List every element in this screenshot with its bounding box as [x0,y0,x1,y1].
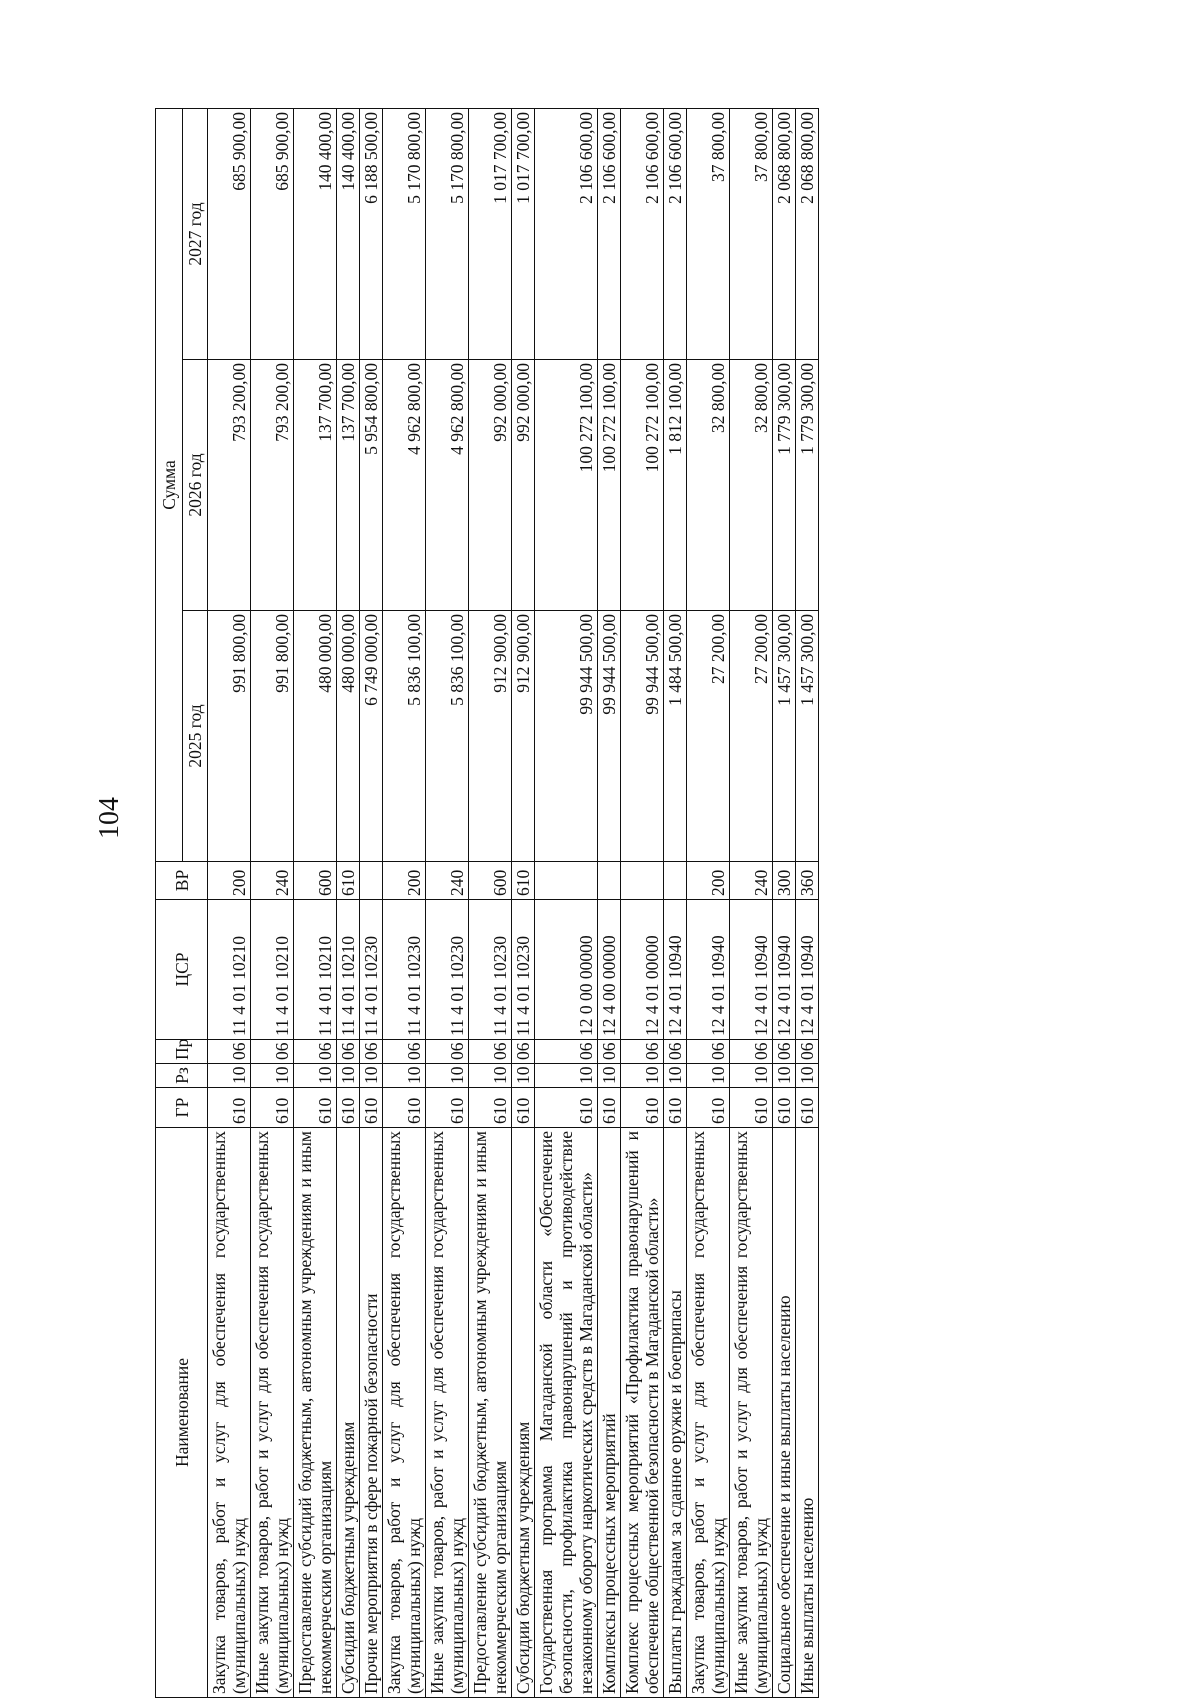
row-name: Выплаты гражданам за сданное оружие и боеприпасы [664,1128,687,1698]
row-vr: 200 [687,862,730,900]
row-amount-2026: 32 800,00 [687,360,730,611]
row-amount-2026: 992 000,00 [469,360,512,611]
row-pr: 06 [730,1040,773,1064]
row-amount-2026: 992 000,00 [512,360,535,611]
row-csr: 11 4 01 10210 [294,900,337,1040]
row-amount-2027: 1 017 700,00 [469,108,512,359]
row-rz: 10 [469,1064,512,1088]
table-row [426,108,469,1697]
row-name: Комплекс процессных мероприятий «Профилактика правонарушений и обеспечение общественной безопасности в Магаданской области» [621,1128,664,1698]
row-gr: 610 [469,1088,512,1128]
header-rz: Рз [156,1064,208,1088]
row-vr: 300 [773,862,796,900]
table-row [687,108,730,1697]
row-amount-2027: 5 170 800,00 [426,108,469,359]
table-row [796,108,819,1697]
row-name: Иные выплаты населению [796,1128,819,1698]
row-vr [598,862,621,900]
row-pr: 06 [535,1040,598,1064]
row-pr: 06 [426,1040,469,1064]
row-amount-2027: 37 800,00 [730,108,773,359]
row-csr: 11 4 01 10210 [337,900,360,1040]
row-amount-2027: 2 106 600,00 [535,108,598,359]
row-pr: 06 [383,1040,426,1064]
row-amount-2026: 1 779 300,00 [796,360,819,611]
row-csr: 11 4 01 10230 [512,900,535,1040]
row-amount-2027: 2 106 600,00 [598,108,621,359]
row-gr: 610 [512,1088,535,1128]
row-name: Предоставление субсидий бюджетным, автономным учреждениям и иным некоммерческим организациям [469,1128,512,1698]
row-amount-2026: 1 779 300,00 [773,360,796,611]
table-row [598,108,621,1697]
row-amount-2027: 2 106 600,00 [664,108,687,359]
row-gr: 610 [208,1088,251,1128]
row-rz: 10 [598,1064,621,1088]
row-gr: 610 [773,1088,796,1128]
row-csr: 12 4 01 10940 [773,900,796,1040]
table-row [337,108,360,1697]
row-csr: 11 4 01 10230 [469,900,512,1040]
header-year-2026: 2026 год [183,360,208,611]
row-gr: 610 [796,1088,819,1128]
row-amount-2025: 27 200,00 [730,611,773,862]
table-row [294,108,337,1697]
row-rz: 10 [664,1064,687,1088]
row-amount-2026: 4 962 800,00 [383,360,426,611]
row-vr: 240 [426,862,469,900]
row-pr: 06 [664,1040,687,1064]
table-row [535,108,598,1697]
budget-table-container [155,108,1055,1698]
row-vr: 200 [208,862,251,900]
row-amount-2026: 100 272 100,00 [535,360,598,611]
row-rz: 10 [535,1064,598,1088]
header-pr: Пр [156,1040,208,1064]
row-rz: 10 [383,1064,426,1088]
table-body [208,108,819,1697]
row-vr: 610 [337,862,360,900]
row-csr: 11 4 01 10210 [208,900,251,1040]
table-row [360,108,383,1697]
row-gr: 610 [730,1088,773,1128]
row-rz: 10 [796,1064,819,1088]
row-pr: 06 [687,1040,730,1064]
table-row [469,108,512,1697]
row-name: Субсидии бюджетным учреждениям [512,1128,535,1698]
row-amount-2025: 99 944 500,00 [598,611,621,862]
row-pr: 06 [598,1040,621,1064]
row-vr: 600 [294,862,337,900]
budget-table [155,108,819,1698]
row-rz: 10 [251,1064,294,1088]
row-name: Иные закупки товаров, работ и услуг для обеспечения государственных (муниципальных) нужд [251,1128,294,1698]
row-amount-2025: 480 000,00 [294,611,337,862]
row-rz: 10 [687,1064,730,1088]
row-gr: 610 [383,1088,426,1128]
row-gr: 610 [337,1088,360,1128]
row-amount-2027: 1 017 700,00 [512,108,535,359]
page-number: 104 [94,797,125,839]
row-amount-2027: 685 900,00 [208,108,251,359]
row-amount-2027: 2 068 800,00 [796,108,819,359]
header-vr: ВР [156,862,208,900]
header-year-2025: 2025 год [183,611,208,862]
row-rz: 10 [773,1064,796,1088]
row-rz: 10 [426,1064,469,1088]
row-vr [664,862,687,900]
row-csr: 12 4 01 00000 [621,900,664,1040]
table-row [664,108,687,1697]
row-rz: 10 [294,1064,337,1088]
row-vr: 240 [730,862,773,900]
row-vr: 360 [796,862,819,900]
row-vr: 240 [251,862,294,900]
row-vr: 200 [383,862,426,900]
table-row [251,108,294,1697]
row-rz: 10 [512,1064,535,1088]
row-vr: 600 [469,862,512,900]
table-row [773,108,796,1697]
row-vr [360,862,383,900]
header-sum: Сумма [156,108,183,861]
row-vr [621,862,664,900]
row-gr: 610 [426,1088,469,1128]
row-amount-2025: 1 457 300,00 [796,611,819,862]
row-gr: 610 [535,1088,598,1128]
row-amount-2025: 5 836 100,00 [383,611,426,862]
row-vr [535,862,598,900]
row-name: Закупка товаров, работ и услуг для обеспечения государственных (муниципальных) нужд [383,1128,426,1698]
row-amount-2026: 100 272 100,00 [598,360,621,611]
row-amount-2026: 5 954 800,00 [360,360,383,611]
row-name: Иные закупки товаров, работ и услуг для обеспечения государственных (муниципальных) нужд [730,1128,773,1698]
row-amount-2027: 140 400,00 [337,108,360,359]
row-gr: 610 [360,1088,383,1128]
row-gr: 610 [687,1088,730,1128]
row-amount-2026: 100 272 100,00 [621,360,664,611]
row-name: Комплексы процессных мероприятий [598,1128,621,1698]
row-pr: 06 [360,1040,383,1064]
row-pr: 06 [251,1040,294,1064]
row-name: Социальное обеспечение и иные выплаты населению [773,1128,796,1698]
row-pr: 06 [208,1040,251,1064]
row-amount-2026: 793 200,00 [251,360,294,611]
row-gr: 610 [251,1088,294,1128]
rotated-table-frame [155,108,1055,1698]
row-csr: 12 4 00 00000 [598,900,621,1040]
table-row [383,108,426,1697]
row-amount-2025: 5 836 100,00 [426,611,469,862]
row-pr: 06 [294,1040,337,1064]
row-amount-2025: 99 944 500,00 [535,611,598,862]
row-amount-2025: 99 944 500,00 [621,611,664,862]
row-amount-2026: 793 200,00 [208,360,251,611]
row-gr: 610 [598,1088,621,1128]
row-csr: 12 0 00 00000 [535,900,598,1040]
row-name: Прочие мероприятия в сфере пожарной безопасности [360,1128,383,1698]
header-csr: ЦСР [156,900,208,1040]
row-amount-2026: 32 800,00 [730,360,773,611]
row-csr: 12 4 01 10940 [796,900,819,1040]
row-amount-2025: 6 749 000,00 [360,611,383,862]
row-rz: 10 [621,1064,664,1088]
row-gr: 610 [294,1088,337,1128]
row-name: Закупка товаров, работ и услуг для обеспечения государственных (муниципальных) нужд [687,1128,730,1698]
row-pr: 06 [796,1040,819,1064]
row-amount-2025: 27 200,00 [687,611,730,862]
row-amount-2025: 1 484 500,00 [664,611,687,862]
row-csr: 12 4 01 10940 [687,900,730,1040]
row-rz: 10 [208,1064,251,1088]
table-row [512,108,535,1697]
row-amount-2025: 912 900,00 [469,611,512,862]
row-amount-2026: 137 700,00 [337,360,360,611]
row-amount-2026: 1 812 100,00 [664,360,687,611]
row-gr: 610 [621,1088,664,1128]
row-rz: 10 [337,1064,360,1088]
row-name: Иные закупки товаров, работ и услуг для обеспечения государственных (муниципальных) нужд [426,1128,469,1698]
row-name: Субсидии бюджетным учреждениям [337,1128,360,1698]
row-csr: 11 4 01 10230 [360,900,383,1040]
row-name: Государственная программа Магаданской области «Обеспечение безопасности, профилактика правонарушений и противодействие незаконному обороту наркотических средств в Магаданской области» [535,1128,598,1698]
row-amount-2025: 991 800,00 [208,611,251,862]
row-amount-2027: 5 170 800,00 [383,108,426,359]
table-row [621,108,664,1697]
header-year-2027: 2027 год [183,108,208,359]
row-amount-2026: 4 962 800,00 [426,360,469,611]
row-amount-2026: 137 700,00 [294,360,337,611]
row-name: Закупка товаров, работ и услуг для обеспечения государственных (муниципальных) нужд [208,1128,251,1698]
row-rz: 10 [730,1064,773,1088]
row-amount-2027: 2 068 800,00 [773,108,796,359]
table-header [156,108,208,1697]
row-csr: 12 4 01 10940 [664,900,687,1040]
row-amount-2025: 480 000,00 [337,611,360,862]
row-vr: 610 [512,862,535,900]
row-amount-2027: 140 400,00 [294,108,337,359]
row-rz: 10 [360,1064,383,1088]
table-row [730,108,773,1697]
row-amount-2025: 1 457 300,00 [773,611,796,862]
table-row [208,108,251,1697]
row-amount-2027: 37 800,00 [687,108,730,359]
row-pr: 06 [512,1040,535,1064]
row-name: Предоставление субсидий бюджетным, автономным учреждениям и иным некоммерческим организациям [294,1128,337,1698]
row-csr: 11 4 01 10230 [426,900,469,1040]
row-amount-2025: 991 800,00 [251,611,294,862]
row-amount-2027: 2 106 600,00 [621,108,664,359]
row-csr: 12 4 01 10940 [730,900,773,1040]
row-pr: 06 [337,1040,360,1064]
header-gr: ГР [156,1088,208,1128]
row-csr: 11 4 01 10210 [251,900,294,1040]
row-csr: 11 4 01 10230 [383,900,426,1040]
row-amount-2027: 6 188 500,00 [360,108,383,359]
header-name: Наименование [156,1128,208,1698]
row-pr: 06 [773,1040,796,1064]
row-pr: 06 [621,1040,664,1064]
row-amount-2025: 912 900,00 [512,611,535,862]
row-amount-2027: 685 900,00 [251,108,294,359]
row-gr: 610 [664,1088,687,1128]
row-pr: 06 [469,1040,512,1064]
